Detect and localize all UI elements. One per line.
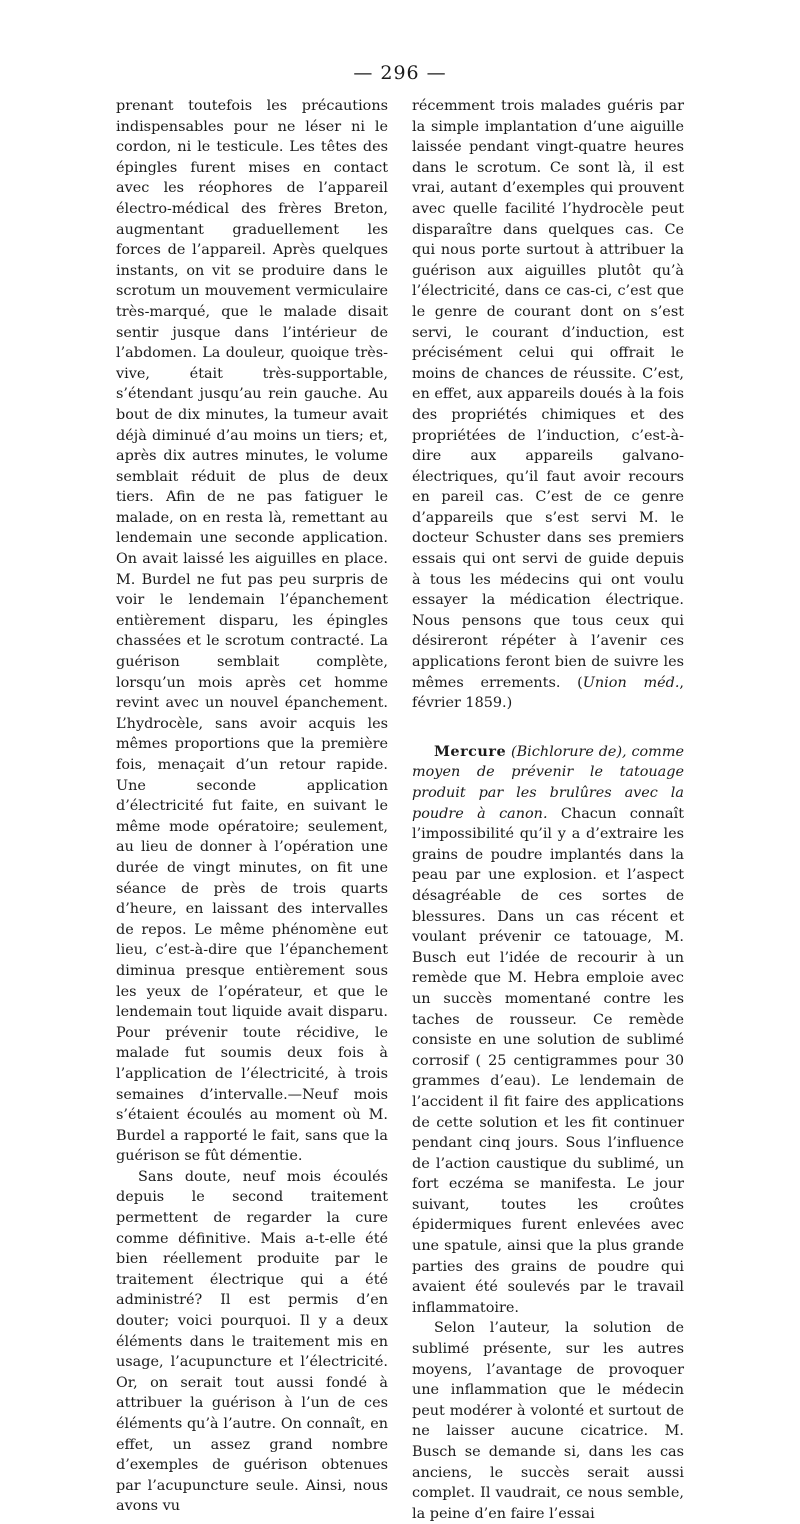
right-column — [412, 96, 684, 1524]
entry-title: Mercure — [434, 742, 507, 760]
citation-source: Union méd. — [582, 674, 680, 691]
citation-date: , février 1859.) — [412, 674, 684, 712]
paragraph-continuation-right — [412, 96, 684, 714]
entry-body: Chacun connaît l’impossibilité qu’il y a d’extraire les grains de poudre implantés dans la peau par une explosion. et l’aspect désagréable de ces sortes de blessures. Dans un cas récent et voulant prévenir ce tatouage, M. Busch eut l’idée de recourir à un remède que M. Hebra emploie avec un succès momentané contre les taches de rousseur. Ce remède consiste en une solution de sublimé corrosif ( 25 centigrammes pour 30 grammes d’eau). Le lendemain de l’accident il fit faire des applications de cette solution et les fit continuer pendant cinq jours. Sous l’influence de l’action caustique du sublimé, un fort eczéma se manifesta. Le jour suivant, toutes les croûtes épidermiques furent enlevées avec une spatule, ainsi que la plus grande parties des grains de poudre qui avaient été soulevés par le travail inflammatoire. — [412, 805, 684, 1316]
entry-mercure — [412, 742, 684, 1319]
paragraph-discussion: Sans doute, neuf mois écoulés depuis le second traitement permettent de regarder la cure comme définitive. Mais a-t-elle été bien réellement produite par le traitement électrique qui a été administré? Il est permis d’en douter; voici pourquoi. Il y a deux éléments dans le traitement mis en usage, l’acupuncture et l’électricité. Or, on serait tout aussi fondé à attribuer la guérison à l’un de ces éléments qu’à l’autre. On connaît, en effet, un assez grand nombre d’exemples de guérison obtenues par l’acupuncture seule. Ainsi, nous avons vu — [116, 1168, 388, 1515]
page-number: — 296 — — [353, 62, 447, 84]
entry-separator — [412, 714, 684, 742]
left-column — [116, 96, 388, 1517]
paragraph-continuation: prenant toutefois les précautions indispensables pour ne léser ni le cordon, ni le testicule. Les têtes des épingles furent mises en contact avec les réophores de l’appareil électro-médical des frères Breton, augmentant graduellement les forces de l’appareil. Après quelques instants, on vit se produire dans le scrotum un mouvement vermiculaire très-marqué, que le malade disait sentir jusque dans l’intérieur de l’abdomen. La douleur, quoique très-vive, était très-supportable, s’étendant jusqu’au rein gauche. Au bout de dix minutes, la tumeur avait déjà diminué d’au moins un tiers; et, après dix autres minutes, le volume semblait réduit de plus de deux tiers. Afin de ne pas fatiguer le malade, on en resta là, remettant au lendemain une seconde application. On avait laissé les aiguilles en place. M. Burdel ne fut pas peu surpris de voir le lendemain l’épanchement entièrement disparu, les épingles chassées et le scrotum contracté. La guérison semblait complète, lorsqu’un mois après cet homme revint avec un nouvel épanchement. L’hydrocèle, sans avoir acquis les mêmes proportions que la première fois, menaçait d’un retour rapide. Une seconde application d’électricité fut faite, en suivant le même mode opératoire; seulement, au lieu de donner à l’opération une durée de vingt minutes, on fit une séance de près de trois quarts d’heure, en laissant des intervalles de repos. Le même phénomène eut lieu, c’est-à-dire que l’épanchement diminua presque entièrement sous les yeux de l’opérateur, et que le lendemain tout liquide avait disparu. Pour prévenir toute récidive, le malade fut soumis deux fois à l’application de l’électricité, à trois semaines d’intervalle.—Neuf mois s’étaient écoulés au moment où M. Burdel a rapporté le fait, sans que la guérison se fût démentie. — [116, 98, 388, 1165]
paragraph-conclusion: Selon l’auteur, la solution de sublimé présente, sur les autres moyens, l’avantage de provoquer une inflammation que le médecin peut modérer à volonté et surtout de ne laisser aucune cicatrice. M. Busch se demande si, dans les cas anciens, le succès serait aussi complet. Il vaudrait, ce nous semble, la peine d’en faire l’essai — [412, 1320, 684, 1522]
continuation-text: récemment trois malades guéris par la simple implantation d’une aiguille laissée pendant vingt-quatre heures dans le scrotum. Ce sont là, il est vrai, autant d’exemples qui prouvent avec quelle facilité l’hydrocèle peut disparaître dans quelques cas. Ce qui nous porte surtout à attribuer la guérison aux aiguilles plutôt qu’à l’électricité, dans ce cas-ci, c’est que le genre de courant dont on s’est servi, le courant d’induction, est précisément celui qui offrait le moins de chances de réussite. C’est, en effet, aux appareils doués à la fois des propriétés chimiques et des propriétées de l’induction, c’est-à-dire aux appareils galvano-électriques, qu’il faut avoir recours en pareil cas. C’est de ce genre d’appareils que s’est servi M. le docteur Schuster dans ses premiers essais qui ont servi de guide depuis à tous les médecins qui ont voulu essayer la médication électrique. Nous pensons que tous ceux qui désireront répéter à l’avenir ces applications feront bien de suivre les mêmes errements. ( — [412, 98, 684, 691]
entry-subtitle: (Bichlorure de), comme moyen de prévenir le tatouage produit par les brulûres avec la poudre à canon. — [412, 743, 684, 822]
